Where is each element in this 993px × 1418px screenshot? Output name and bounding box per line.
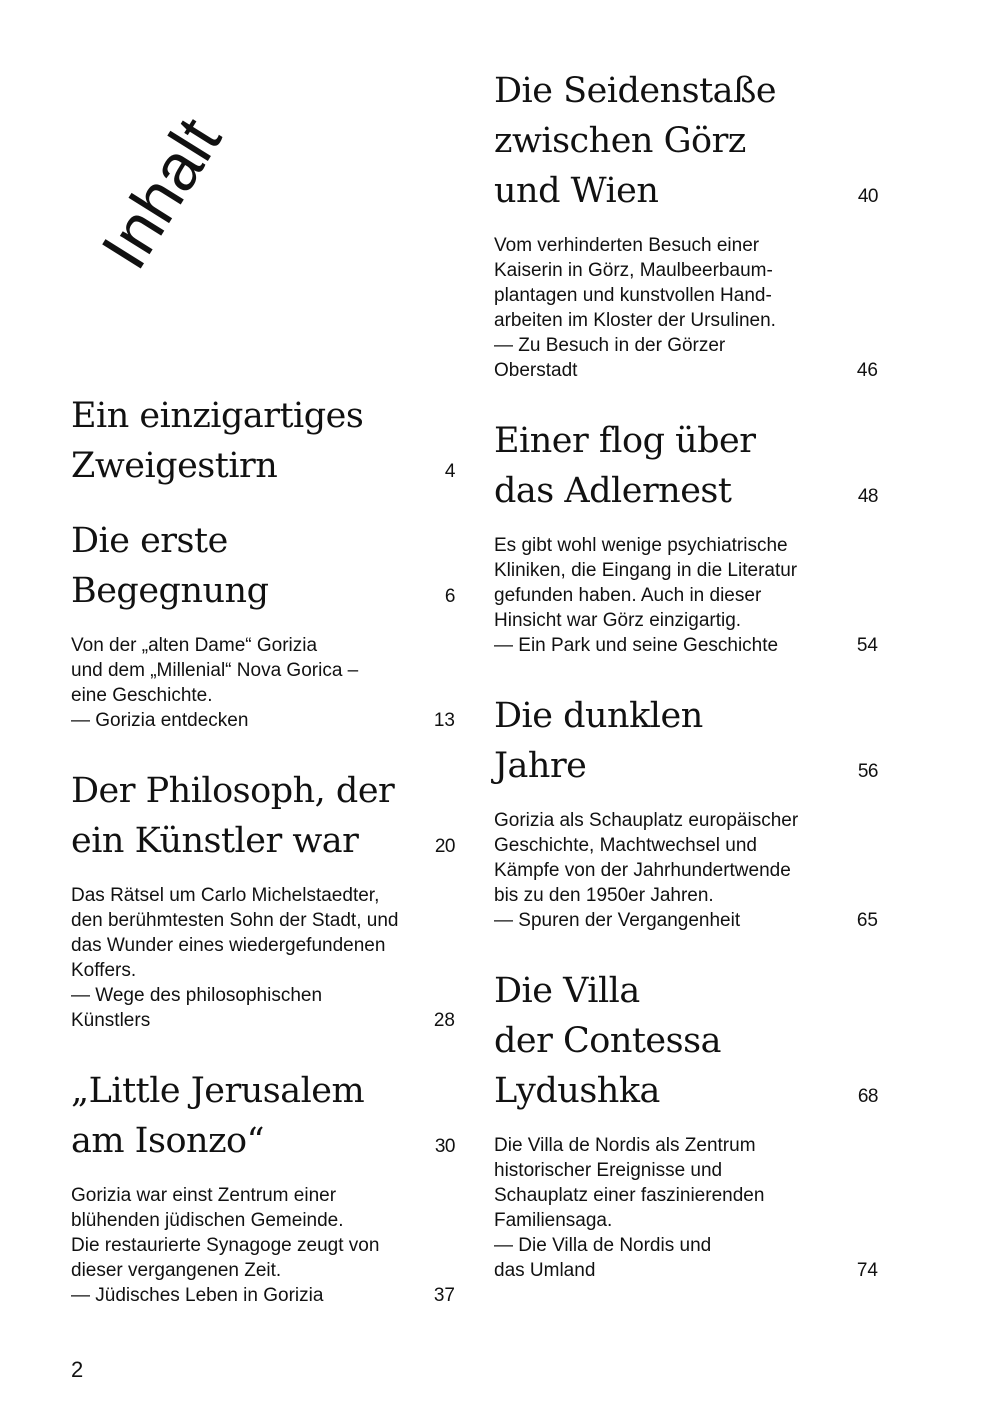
- page-number: 40: [857, 186, 878, 207]
- chapter-title: Die Seidenstaße zwischen Görz und Wien 40: [494, 71, 878, 211]
- toc-entry[interactable]: [71, 391, 455, 491]
- section-link[interactable]: — Jüdisches Leben in Gorizia 37: [71, 1285, 455, 1306]
- toc-entry[interactable]: [494, 966, 878, 1283]
- toc-entry[interactable]: [494, 416, 878, 658]
- page-number: 4: [444, 461, 455, 482]
- chapter-title: Der Philosoph, der ein Künstler war 20: [71, 771, 455, 861]
- chapter-description: Vom verhinderten Besuch einer Kaiserin in Görz, Maulbeerbaum- plantagen und kunstvollen Hand- arbeiten im Kloster der Ursulinen. — Zu Besuch in der Görzer Oberstadt 46: [494, 235, 878, 381]
- footer-page-number: 2: [71, 1357, 84, 1382]
- chapter-title: Die dunklen Jahre 56: [494, 696, 878, 786]
- page-number: 6: [444, 586, 455, 607]
- page-number: 13: [433, 710, 455, 731]
- toc-entry[interactable]: [71, 1066, 455, 1308]
- page-number: 68: [857, 1086, 878, 1107]
- chapter-title: Einer flog über das Adlernest 48: [494, 421, 878, 511]
- chapter-title: Ein einzigartiges Zweigestirn 4: [71, 396, 455, 486]
- page-number: 74: [856, 1260, 878, 1281]
- chapter-title: Die Villa der Contessa Lydushka 68: [494, 971, 878, 1111]
- toc-entry[interactable]: [71, 766, 455, 1033]
- chapter-description: Gorizia als Schauplatz europäischer Geschichte, Machtwechsel und Kämpfe von der Jahrhundertwende bis zu den 1950er Jahren. — Spuren der Vergangenheit 65: [494, 810, 878, 931]
- toc-entry[interactable]: [494, 66, 878, 383]
- section-link[interactable]: — Wege des philosophischen Künstlers 28: [71, 985, 455, 1031]
- section-link[interactable]: — Die Villa de Nordis und das Umland 74: [494, 1235, 878, 1281]
- chapter-description: Die Villa de Nordis als Zentrum historischer Ereignisse und Schauplatz einer faszinierenden Familiensaga. — Die Villa de Nordis und das Umland 74: [494, 1135, 878, 1281]
- toc-entry[interactable]: [71, 516, 455, 733]
- chapter-title: „Little Jerusalem am Isonzo“ 30: [71, 1071, 455, 1161]
- chapter-description: Es gibt wohl wenige psychiatrische Kliniken, die Eingang in die Literatur gefunden haben. Auch in dieser Hinsicht war Görz einzigartig. — Ein Park und seine Geschichte 54: [494, 535, 878, 656]
- page-number: 28: [433, 1010, 455, 1031]
- section-link[interactable]: — Spuren der Vergangenheit 65: [494, 910, 878, 931]
- chapter-description: Von der „alten Dame“ Gorizia und dem „Millenial“ Nova Gorica – eine Geschichte. — Gorizia entdecken 13: [71, 635, 455, 731]
- page-number: 30: [434, 1136, 455, 1157]
- chapter-description: Gorizia war einst Zentrum einer blühenden jüdischen Gemeinde. Die restaurierte Synagoge zeugt von dieser vergangenen Zeit. — Jüdisches Leben in Gorizia 37: [71, 1185, 455, 1306]
- toc-entry[interactable]: [494, 691, 878, 933]
- page-title: Inhalt: [86, 104, 235, 282]
- section-link[interactable]: — Gorizia entdecken 13: [71, 710, 455, 731]
- page-number: 56: [857, 761, 878, 782]
- chapter-title: Die erste Begegnung 6: [71, 521, 455, 611]
- chapter-description: Das Rätsel um Carlo Michelstaedter, den berühmtesten Sohn der Stadt, und das Wunder eines wiedergefundenen Koffers. — Wege des philosophischen Künstlers 28: [71, 885, 455, 1031]
- section-link[interactable]: — Ein Park und seine Geschichte 54: [494, 635, 878, 656]
- page-number: 37: [433, 1285, 455, 1306]
- page-number: 46: [856, 360, 878, 381]
- page-number: 20: [434, 836, 455, 857]
- section-link[interactable]: — Zu Besuch in der Görzer Oberstadt 46: [494, 335, 878, 381]
- page-number: 65: [856, 910, 878, 931]
- page-number: 48: [857, 486, 878, 507]
- page-number: 54: [856, 635, 878, 656]
